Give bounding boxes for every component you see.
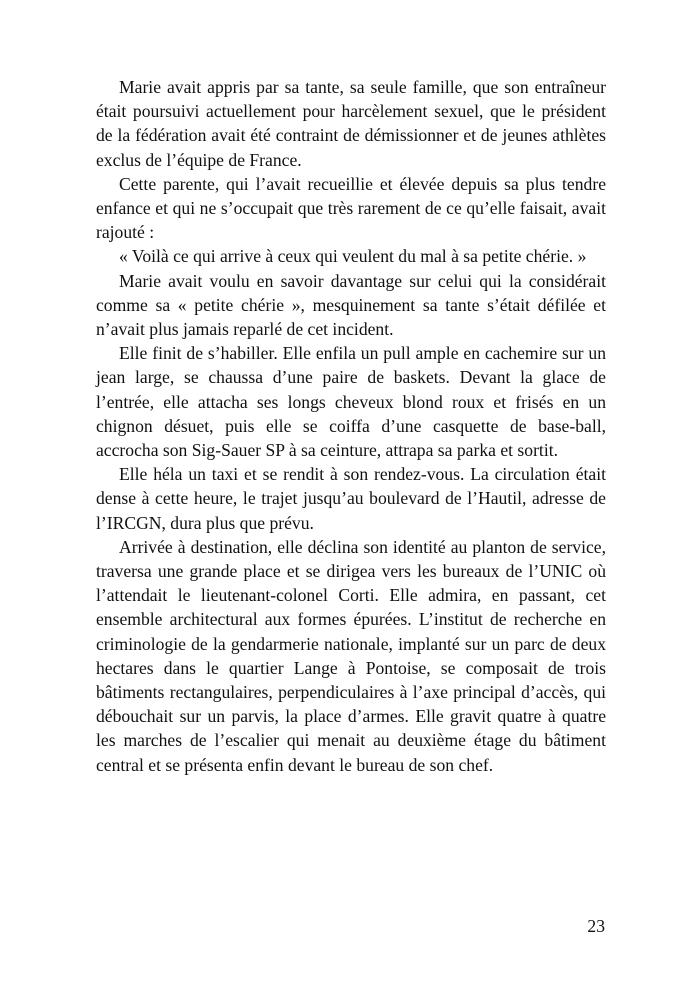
body-text [96, 75, 606, 777]
page-number: 23 [587, 916, 605, 936]
paragraph-1: Marie avait appris par sa tante, sa seule famille, que son entraîneur était poursuivi actuellement pour harcèlement sexuel, que le président de la fédération avait été contraint de démissionner et de jeunes athlètes exclus de l’équipe de France. [96, 77, 606, 170]
paragraph-7: Arrivée à destination, elle déclina son identité au planton de service, traversa une grande place et se dirigea vers les bureaux de l’UNIC où l’attendait le lieutenant-colonel Corti. Elle admira, en passant, cet ensemble architectural aux formes épurées. L’institut de recherche en criminologie de la gendarmerie nationale, implanté sur un parc de deux hectares dans le quartier Lange à Pontoise, se composait de trois bâtiments rectangulaires, perpendiculaires à l’axe principal d’accès, qui débouchait sur un parvis, la place d’armes. Elle gravit quatre à quatre les marches de l’escalier qui menait au deuxième étage du bâtiment central et se présenta enfin devant le bureau de son chef. [96, 536, 606, 775]
paragraph-6: Elle héla un taxi et se rendit à son rendez-vous. La circulation était dense à cette heure, le trajet jusqu’au boulevard de l’Hautil, adresse de l’IRCGN, dura plus que prévu. [96, 464, 606, 533]
paragraph-2: Cette parente, qui l’avait recueillie et élevée depuis sa plus tendre enfance et qui ne s’occupait que très rarement de ce qu’elle faisait, avait rajouté : [96, 173, 606, 243]
paragraph-4: Marie avait voulu en savoir davantage sur celui qui la considérait comme sa « petite chérie », mesquinement sa tante s’était défilée et n’avait plus jamais reparlé de cet incident. [96, 270, 606, 340]
paragraph-5: Elle finit de s’habiller. Elle enfila un pull ample en cachemire sur un jean large, se chaussa d’une paire de baskets. Devant la glace de l’entrée, elle attacha ses longs cheveux blond roux et frisés en un chignon désuet, puis elle se coiffa d’une casquette de base-ball, accrocha son Sig-Sauer SP à sa ceinture, attrapa sa parka et sortit. [96, 343, 606, 461]
paragraph-3-quote: « Voilà ce qui arrive à ceux qui veulent du mal à sa petite chérie. » [119, 246, 587, 267]
